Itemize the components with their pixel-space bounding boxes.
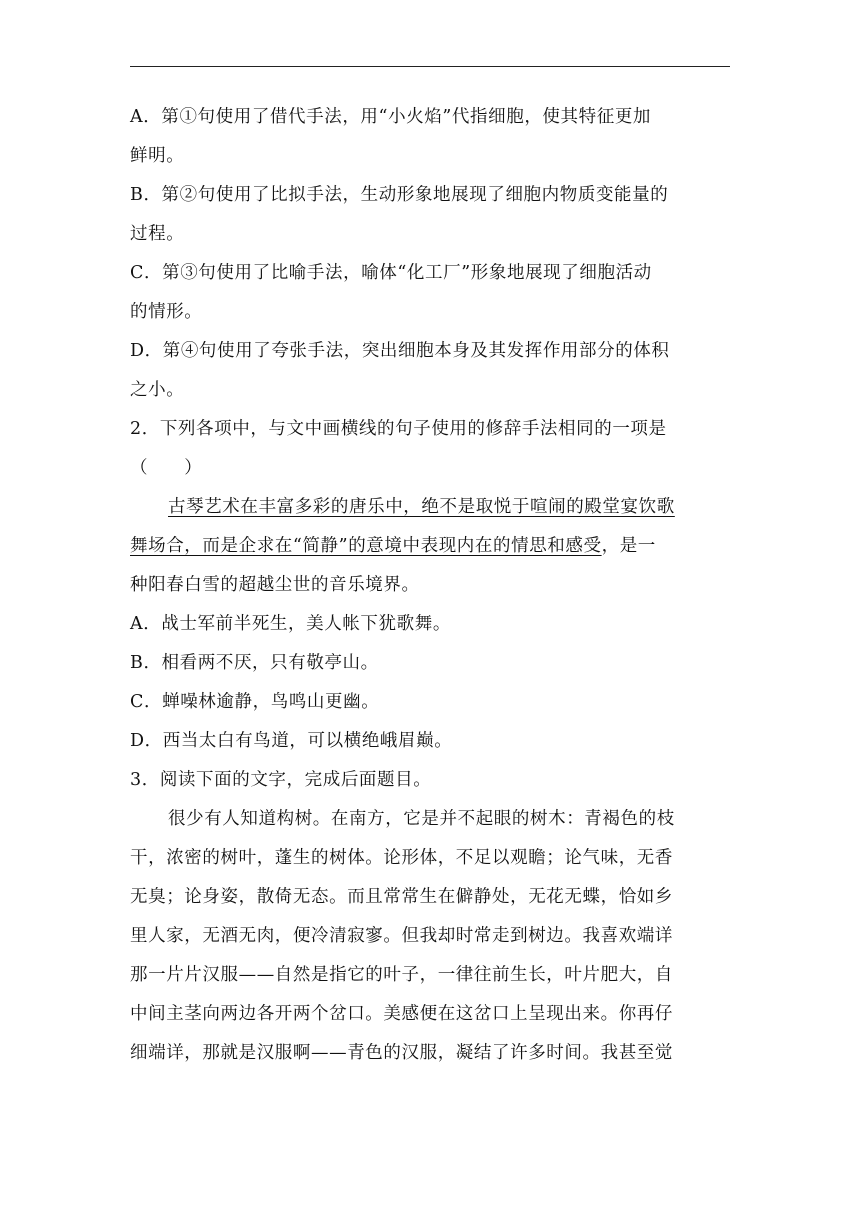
reading-passage-line-3: 无臭；论身姿，散倚无态。而且常常生在僻静处，无花无蝶，恰如乡 — [130, 887, 673, 907]
quoted-passage-line-2 — [130, 527, 730, 566]
reading-passage-line-6: 中间主茎向两边各开两个岔口。美感便在这岔口上呈现出来。你再仔 — [130, 1004, 673, 1024]
question-3-prompt: 3．阅读下面的文字，完成后面题目。 — [130, 770, 432, 790]
quoted-passage-line-1 — [130, 488, 730, 527]
q2-option-d: D．西当太白有鸟道，可以横绝峨眉巅。 — [130, 731, 453, 751]
question-2-answer-blank: （ ） — [130, 458, 203, 478]
q2-option-c: C．蝉噪林逾静，鸟鸣山更幽。 — [130, 692, 380, 712]
option-a-line-2: 鲜明。 — [130, 146, 185, 166]
header-rule — [130, 66, 730, 67]
option-c-line-2: 的情形。 — [130, 302, 203, 322]
option-b-line-1: B．第②句使用了比拟手法，生动形象地展现了细胞内物质变能量的 — [130, 185, 669, 205]
document-body — [130, 98, 730, 1073]
question-2-line-1: 2．下列各项中，与文中画横线的句子使用的修辞手法相同的一项是 — [130, 419, 667, 439]
reading-passage-line-4: 里人家，无酒无肉，便冷清寂寥。但我却时常走到树边。我喜欢端详 — [130, 926, 673, 946]
quoted-passage-line-2-tail: ，是一 — [601, 536, 656, 556]
reading-passage-line-2: 干，浓密的树叶，蓬生的树体。论形体，不足以观瞻；论气味，无香 — [130, 848, 673, 868]
reading-passage-line-7: 细端详，那就是汉服啊——青色的汉服，凝结了许多时间。我甚至觉 — [130, 1043, 673, 1063]
underlined-sentence-part-1: 古琴艺术在丰富多彩的唐乐中，绝不是取悦于喧闹的殿堂宴饮歌 — [168, 497, 675, 517]
reading-passage-line-1: 很少有人知道构树。在南方，它是并不起眼的树木：青褐色的枝 — [168, 809, 675, 829]
option-c-line-1: C．第③句使用了比喻手法，喻体“化工厂”形象地展现了细胞活动 — [130, 263, 652, 283]
q2-option-b: B．相看两不厌，只有敬亭山。 — [130, 653, 379, 673]
reading-passage-line-5: 那一片片汉服——自然是指它的叶子，一律往前生长，叶片肥大，自 — [130, 965, 673, 985]
document-page — [130, 0, 730, 1216]
option-b-line-2: 过程。 — [130, 224, 185, 244]
option-d-line-2: 之小。 — [130, 380, 185, 400]
underlined-sentence-part-2: 舞场合，而是企求在“简静”的意境中表现内在的情思和感受 — [130, 536, 602, 556]
quoted-passage-line-3: 种阳春白雪的超越尘世的音乐境界。 — [130, 575, 420, 595]
option-d-line-1: D．第④句使用了夸张手法，突出细胞本身及其发挥作用部分的体积 — [130, 341, 670, 361]
q2-option-a: A．战士军前半死生，美人帐下犹歌舞。 — [130, 614, 451, 634]
option-a-line-1: A．第①句使用了借代手法，用“小火焰”代指细胞，使其特征更加 — [130, 107, 652, 127]
